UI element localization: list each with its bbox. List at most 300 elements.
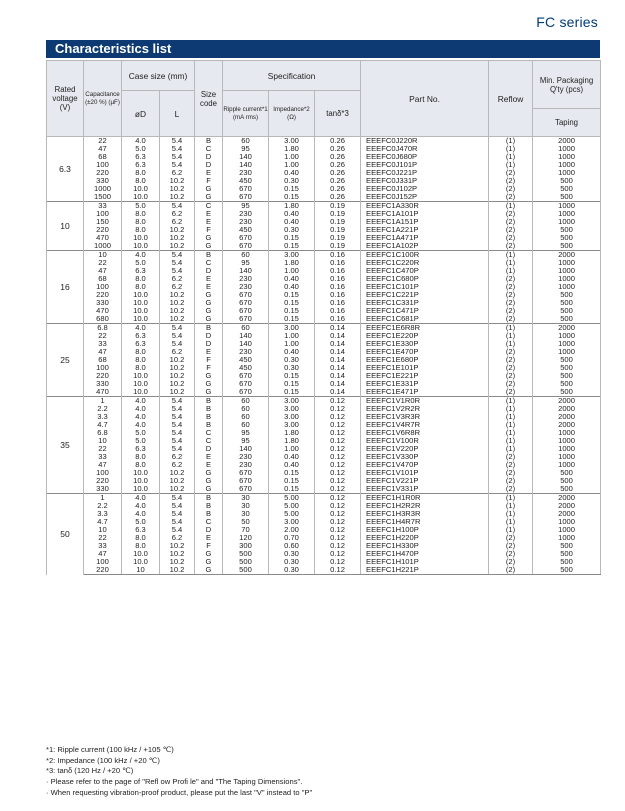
reflow-cell: (2) — [489, 542, 533, 550]
impedance-cell: 3.00 — [269, 421, 315, 429]
ripple-current-cell: 95 — [223, 145, 269, 153]
ripple-current-cell: 670 — [223, 315, 269, 324]
od-cell: 8.0 — [122, 453, 160, 461]
impedance-cell: 0.15 — [269, 234, 315, 242]
table-row — [47, 485, 601, 494]
size-code-cell: C — [195, 145, 223, 153]
length-cell: 6.2 — [160, 348, 195, 356]
size-code-cell: D — [195, 445, 223, 453]
od-cell: 8.0 — [122, 226, 160, 234]
impedance-cell: 0.40 — [269, 461, 315, 469]
part-no-cell: EEEFC1C101P — [361, 283, 489, 291]
capacitance-cell: 3.3 — [84, 510, 122, 518]
table-row — [47, 226, 601, 234]
part-no-cell: EEEFC1H101P — [361, 558, 489, 566]
od-cell: 4.0 — [122, 405, 160, 413]
taping-qty-cell: 500 — [533, 380, 601, 388]
impedance-cell: 0.15 — [269, 307, 315, 315]
tan-delta-cell: 0.12 — [315, 502, 361, 510]
reflow-cell: (2) — [489, 299, 533, 307]
part-no-cell: EEEFC1E6R8R — [361, 324, 489, 333]
length-cell: 5.4 — [160, 251, 195, 260]
reflow-cell: (1) — [489, 494, 533, 503]
length-cell: 5.4 — [160, 397, 195, 406]
od-cell: 4.0 — [122, 324, 160, 333]
tan-delta-cell: 0.19 — [315, 218, 361, 226]
size-code-cell: E — [195, 453, 223, 461]
length-cell: 10.2 — [160, 307, 195, 315]
reflow-cell: (1) — [489, 421, 533, 429]
header-l: L — [160, 91, 195, 137]
part-no-cell: EEEFC1C471P — [361, 307, 489, 315]
table-row — [47, 242, 601, 251]
impedance-cell: 1.80 — [269, 429, 315, 437]
table-header — [47, 61, 601, 137]
ripple-current-cell: 670 — [223, 185, 269, 193]
od-cell: 10.0 — [122, 485, 160, 494]
reflow-cell: (2) — [489, 453, 533, 461]
reflow-cell: (1) — [489, 405, 533, 413]
tan-delta-cell: 0.12 — [315, 558, 361, 566]
table-row — [47, 550, 601, 558]
od-cell: 4.0 — [122, 421, 160, 429]
size-code-cell: C — [195, 518, 223, 526]
size-code-cell: B — [195, 510, 223, 518]
reflow-cell: (2) — [489, 169, 533, 177]
table-row — [47, 185, 601, 193]
taping-qty-cell: 1000 — [533, 437, 601, 445]
part-no-cell: EEEFC1V221P — [361, 477, 489, 485]
tan-delta-cell: 0.12 — [315, 469, 361, 477]
capacitance-cell: 220 — [84, 477, 122, 485]
capacitance-cell: 4.7 — [84, 421, 122, 429]
impedance-cell: 1.00 — [269, 340, 315, 348]
part-no-cell: EEEFC1H100P — [361, 526, 489, 534]
part-no-cell: EEEFC1V1R0R — [361, 397, 489, 406]
part-no-cell: EEEFC0J470R — [361, 145, 489, 153]
taping-qty-cell: 1000 — [533, 267, 601, 275]
part-no-cell: EEEFC1C100R — [361, 251, 489, 260]
size-code-cell: B — [195, 413, 223, 421]
section-title: Characteristics list — [46, 40, 600, 58]
od-cell: 8.0 — [122, 356, 160, 364]
table-row — [47, 267, 601, 275]
impedance-cell: 0.15 — [269, 477, 315, 485]
size-code-cell: G — [195, 315, 223, 324]
taping-qty-cell: 1000 — [533, 445, 601, 453]
length-cell: 5.4 — [160, 340, 195, 348]
part-no-cell: EEEFC1H221P — [361, 566, 489, 575]
impedance-cell: 0.40 — [269, 210, 315, 218]
tan-delta-cell: 0.19 — [315, 234, 361, 242]
od-cell: 10.0 — [122, 291, 160, 299]
size-code-cell: F — [195, 177, 223, 185]
tan-delta-cell: 0.12 — [315, 461, 361, 469]
size-code-cell: B — [195, 405, 223, 413]
od-cell: 6.3 — [122, 267, 160, 275]
table-row — [47, 291, 601, 299]
impedance-cell: 1.00 — [269, 445, 315, 453]
size-code-cell: D — [195, 153, 223, 161]
table-row — [47, 364, 601, 372]
reflow-cell: (2) — [489, 234, 533, 242]
ripple-current-cell: 60 — [223, 421, 269, 429]
part-no-cell: EEEFC0J101P — [361, 161, 489, 169]
od-cell: 10.0 — [122, 558, 160, 566]
impedance-cell: 0.40 — [269, 348, 315, 356]
tan-delta-cell: 0.26 — [315, 145, 361, 153]
capacitance-cell: 47 — [84, 461, 122, 469]
od-cell: 5.0 — [122, 202, 160, 211]
tan-delta-cell: 0.12 — [315, 437, 361, 445]
length-cell: 5.4 — [160, 267, 195, 275]
table-row — [47, 161, 601, 169]
tan-delta-cell: 0.12 — [315, 429, 361, 437]
od-cell: 5.0 — [122, 437, 160, 445]
size-code-cell: E — [195, 210, 223, 218]
capacitance-cell: 6.8 — [84, 429, 122, 437]
size-code-cell: G — [195, 291, 223, 299]
reflow-cell: (2) — [489, 348, 533, 356]
table-row — [47, 388, 601, 397]
table-row — [47, 177, 601, 185]
part-no-cell: EEEFC1E331P — [361, 380, 489, 388]
length-cell: 6.2 — [160, 283, 195, 291]
reflow-cell: (1) — [489, 526, 533, 534]
reflow-cell: (2) — [489, 461, 533, 469]
impedance-cell: 5.00 — [269, 510, 315, 518]
length-cell: 5.4 — [160, 526, 195, 534]
od-cell: 10.0 — [122, 469, 160, 477]
part-no-cell: EEEFC1A330R — [361, 202, 489, 211]
length-cell: 5.4 — [160, 437, 195, 445]
tan-delta-cell: 0.14 — [315, 324, 361, 333]
impedance-cell: 0.15 — [269, 185, 315, 193]
characteristics-table — [46, 60, 601, 575]
taping-qty-cell: 500 — [533, 315, 601, 324]
size-code-cell: B — [195, 137, 223, 146]
footnote-ripple: *1: Ripple current (100 kHz / +105 ℃) — [46, 745, 174, 754]
taping-qty-cell: 1000 — [533, 429, 601, 437]
reflow-cell: (1) — [489, 145, 533, 153]
table-row — [47, 275, 601, 283]
part-no-cell: EEEFC1V100R — [361, 437, 489, 445]
taping-qty-cell: 2000 — [533, 502, 601, 510]
capacitance-cell: 2.2 — [84, 502, 122, 510]
size-code-cell: F — [195, 356, 223, 364]
capacitance-cell: 33 — [84, 340, 122, 348]
taping-qty-cell: 1000 — [533, 453, 601, 461]
impedance-cell: 3.00 — [269, 137, 315, 146]
ripple-current-cell: 670 — [223, 388, 269, 397]
taping-qty-cell: 500 — [533, 364, 601, 372]
taping-qty-cell: 2000 — [533, 510, 601, 518]
capacitance-cell: 10 — [84, 526, 122, 534]
size-code-cell: G — [195, 193, 223, 202]
table-row — [47, 340, 601, 348]
reflow-cell: (1) — [489, 251, 533, 260]
od-cell: 4.0 — [122, 502, 160, 510]
part-no-cell: EEEFC0J102P — [361, 185, 489, 193]
impedance-cell: 0.30 — [269, 558, 315, 566]
note-vibration-proof: · When requesting vibration-proof product, please put the last "V" instead to "P" — [46, 787, 313, 797]
tan-delta-cell: 0.12 — [315, 477, 361, 485]
part-no-cell: EEEFC1V3R3R — [361, 413, 489, 421]
taping-qty-cell: 500 — [533, 566, 601, 575]
reflow-cell: (1) — [489, 267, 533, 275]
od-cell: 5.0 — [122, 259, 160, 267]
capacitance-cell: 100 — [84, 161, 122, 169]
taping-qty-cell: 500 — [533, 307, 601, 315]
reflow-cell: (1) — [489, 510, 533, 518]
tan-delta-cell: 0.12 — [315, 566, 361, 575]
length-cell: 6.2 — [160, 534, 195, 542]
capacitance-cell: 10 — [84, 251, 122, 260]
reflow-cell: (2) — [489, 469, 533, 477]
tan-delta-cell: 0.19 — [315, 226, 361, 234]
length-cell: 10.2 — [160, 291, 195, 299]
tan-delta-cell: 0.26 — [315, 137, 361, 146]
taping-qty-cell: 1000 — [533, 348, 601, 356]
ripple-current-cell: 670 — [223, 291, 269, 299]
od-cell: 8.0 — [122, 275, 160, 283]
part-no-cell: EEEFC1E101P — [361, 364, 489, 372]
ripple-current-cell: 300 — [223, 542, 269, 550]
part-no-cell: EEEFC0J221P — [361, 169, 489, 177]
od-cell: 8.0 — [122, 348, 160, 356]
header-taping: Taping — [533, 109, 601, 137]
size-code-cell: C — [195, 429, 223, 437]
tan-delta-cell: 0.16 — [315, 307, 361, 315]
impedance-cell: 3.00 — [269, 405, 315, 413]
part-no-cell: EEEFC1A221P — [361, 226, 489, 234]
part-no-cell: EEEFC1H2R2R — [361, 502, 489, 510]
tan-delta-cell: 0.12 — [315, 445, 361, 453]
header-tan-delta: tanδ*3 — [315, 91, 361, 137]
table-row — [47, 534, 601, 542]
ripple-current-cell: 670 — [223, 485, 269, 494]
taping-qty-cell: 500 — [533, 234, 601, 242]
ripple-current-cell: 670 — [223, 372, 269, 380]
reflow-cell: (2) — [489, 534, 533, 542]
od-cell: 6.3 — [122, 526, 160, 534]
reflow-cell: (1) — [489, 502, 533, 510]
tan-delta-cell: 0.26 — [315, 153, 361, 161]
table-row — [47, 429, 601, 437]
series-title: FC series — [536, 14, 598, 30]
part-no-cell: EEEFC1A101P — [361, 210, 489, 218]
tan-delta-cell: 0.14 — [315, 372, 361, 380]
ripple-current-cell: 450 — [223, 356, 269, 364]
od-cell: 6.3 — [122, 153, 160, 161]
taping-qty-cell: 500 — [533, 185, 601, 193]
taping-qty-cell: 1000 — [533, 169, 601, 177]
reflow-cell: (1) — [489, 324, 533, 333]
reflow-cell: (2) — [489, 364, 533, 372]
size-code-cell: G — [195, 388, 223, 397]
capacitance-cell: 680 — [84, 315, 122, 324]
table-row — [47, 218, 601, 226]
size-code-cell: G — [195, 477, 223, 485]
ripple-current-cell: 230 — [223, 210, 269, 218]
table-row — [47, 494, 601, 503]
tan-delta-cell: 0.12 — [315, 518, 361, 526]
ripple-current-cell: 230 — [223, 169, 269, 177]
length-cell: 6.2 — [160, 453, 195, 461]
part-no-cell: EEEFC1C680P — [361, 275, 489, 283]
part-no-cell: EEEFC1V101P — [361, 469, 489, 477]
header-capacitance: Capacitance (±20 %) (µF) — [84, 61, 122, 137]
reflow-cell: (2) — [489, 566, 533, 575]
taping-qty-cell: 1000 — [533, 275, 601, 283]
capacitance-cell: 330 — [84, 485, 122, 494]
taping-qty-cell: 2000 — [533, 413, 601, 421]
taping-qty-cell: 2000 — [533, 494, 601, 503]
part-no-cell: EEEFC1V220P — [361, 445, 489, 453]
size-code-cell: B — [195, 502, 223, 510]
length-cell: 5.4 — [160, 445, 195, 453]
taping-qty-cell: 500 — [533, 193, 601, 202]
ripple-current-cell: 230 — [223, 453, 269, 461]
ripple-current-cell: 230 — [223, 218, 269, 226]
reflow-cell: (2) — [489, 226, 533, 234]
impedance-cell: 1.80 — [269, 145, 315, 153]
size-code-cell: D — [195, 332, 223, 340]
ripple-current-cell: 670 — [223, 193, 269, 202]
ripple-current-cell: 95 — [223, 437, 269, 445]
length-cell: 10.2 — [160, 550, 195, 558]
length-cell: 5.4 — [160, 510, 195, 518]
ripple-current-cell: 230 — [223, 348, 269, 356]
header-specification: Specification — [223, 61, 361, 91]
length-cell: 5.4 — [160, 332, 195, 340]
size-code-cell: G — [195, 469, 223, 477]
capacitance-cell: 33 — [84, 202, 122, 211]
header-size-code: Size code — [195, 61, 223, 137]
ripple-current-cell: 60 — [223, 397, 269, 406]
ripple-current-cell: 120 — [223, 534, 269, 542]
capacitance-cell: 47 — [84, 145, 122, 153]
reflow-cell: (1) — [489, 153, 533, 161]
ripple-current-cell: 670 — [223, 307, 269, 315]
table-row — [47, 251, 601, 260]
header-impedance: Impedance*2 (Ω) — [269, 91, 315, 137]
table-row — [47, 259, 601, 267]
part-no-cell: EEEFC1E330P — [361, 340, 489, 348]
tan-delta-cell: 0.14 — [315, 364, 361, 372]
reflow-cell: (2) — [489, 550, 533, 558]
tan-delta-cell: 0.19 — [315, 210, 361, 218]
length-cell: 5.4 — [160, 502, 195, 510]
taping-qty-cell: 1000 — [533, 202, 601, 211]
rated-voltage-cell: 10 — [47, 202, 84, 251]
ripple-current-cell: 500 — [223, 566, 269, 575]
part-no-cell: EEEFC1A471P — [361, 234, 489, 242]
rated-voltage-cell: 16 — [47, 251, 84, 324]
reflow-cell: (2) — [489, 283, 533, 291]
ripple-current-cell: 140 — [223, 340, 269, 348]
table-row — [47, 153, 601, 161]
reflow-cell: (2) — [489, 275, 533, 283]
size-code-cell: E — [195, 348, 223, 356]
taping-qty-cell: 2000 — [533, 421, 601, 429]
capacitance-cell: 22 — [84, 534, 122, 542]
od-cell: 5.0 — [122, 429, 160, 437]
impedance-cell: 0.30 — [269, 364, 315, 372]
length-cell: 5.4 — [160, 161, 195, 169]
tan-delta-cell: 0.12 — [315, 413, 361, 421]
capacitance-cell: 220 — [84, 169, 122, 177]
taping-qty-cell: 1000 — [533, 526, 601, 534]
tan-delta-cell: 0.16 — [315, 315, 361, 324]
capacitance-cell: 100 — [84, 283, 122, 291]
tan-delta-cell: 0.12 — [315, 510, 361, 518]
tan-delta-cell: 0.12 — [315, 526, 361, 534]
length-cell: 5.4 — [160, 494, 195, 503]
od-cell: 8.0 — [122, 283, 160, 291]
reflow-cell: (2) — [489, 380, 533, 388]
ripple-current-cell: 670 — [223, 380, 269, 388]
taping-qty-cell: 1000 — [533, 283, 601, 291]
od-cell: 10.0 — [122, 193, 160, 202]
length-cell: 10.2 — [160, 364, 195, 372]
size-code-cell: E — [195, 461, 223, 469]
part-no-cell: EEEFC1H3R3R — [361, 510, 489, 518]
capacitance-cell: 330 — [84, 299, 122, 307]
od-cell: 5.0 — [122, 518, 160, 526]
size-code-cell: G — [195, 485, 223, 494]
part-no-cell: EEEFC1E220P — [361, 332, 489, 340]
od-cell: 8.0 — [122, 210, 160, 218]
taping-qty-cell: 1000 — [533, 534, 601, 542]
table-row — [47, 477, 601, 485]
part-no-cell: EEEFC1V6R8R — [361, 429, 489, 437]
table-row — [47, 502, 601, 510]
size-code-cell: B — [195, 324, 223, 333]
length-cell: 10.2 — [160, 242, 195, 251]
impedance-cell: 3.00 — [269, 251, 315, 260]
note-reflow-profile: · Please refer to the page of "Refl ow Profi le" and "The Taping Dimensions". — [46, 777, 303, 787]
impedance-cell: 0.15 — [269, 485, 315, 494]
od-cell: 6.3 — [122, 340, 160, 348]
impedance-cell: 1.80 — [269, 437, 315, 445]
capacitance-cell: 330 — [84, 177, 122, 185]
size-code-cell: D — [195, 340, 223, 348]
table-row — [47, 145, 601, 153]
od-cell: 10 — [122, 566, 160, 575]
size-code-cell: F — [195, 542, 223, 550]
size-code-cell: G — [195, 558, 223, 566]
tan-delta-cell: 0.14 — [315, 388, 361, 397]
taping-qty-cell: 500 — [533, 477, 601, 485]
capacitance-cell: 220 — [84, 372, 122, 380]
od-cell: 5.0 — [122, 145, 160, 153]
capacitance-cell: 1000 — [84, 242, 122, 251]
od-cell: 8.0 — [122, 364, 160, 372]
capacitance-cell: 47 — [84, 267, 122, 275]
table-row — [47, 193, 601, 202]
part-no-cell: EEEFC1H1R0R — [361, 494, 489, 503]
ripple-current-cell: 670 — [223, 234, 269, 242]
impedance-cell: 0.40 — [269, 275, 315, 283]
part-no-cell: EEEFC1V331P — [361, 485, 489, 494]
od-cell: 6.3 — [122, 161, 160, 169]
length-cell: 5.4 — [160, 137, 195, 146]
ripple-current-cell: 95 — [223, 259, 269, 267]
size-code-cell: D — [195, 526, 223, 534]
length-cell: 10.2 — [160, 372, 195, 380]
impedance-cell: 0.15 — [269, 193, 315, 202]
